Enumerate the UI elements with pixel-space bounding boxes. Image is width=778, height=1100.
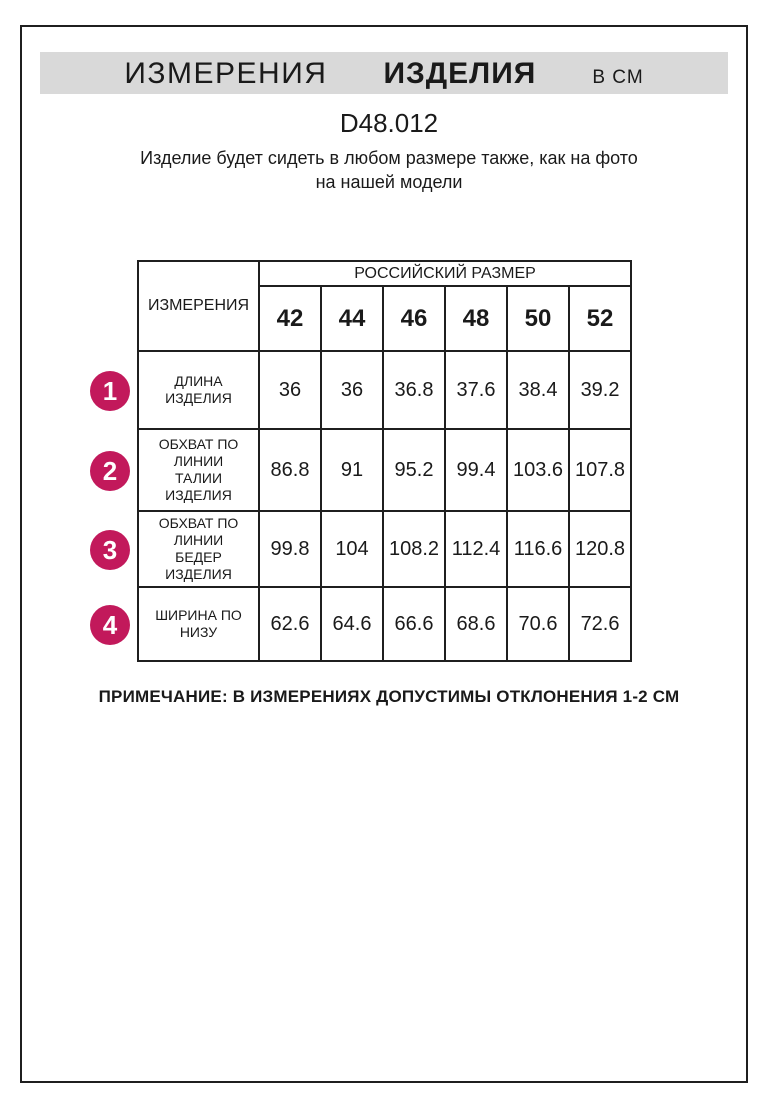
row-number-badge-4: 4 (90, 605, 130, 645)
table-cell: 99.4 (445, 429, 507, 511)
size-table (137, 260, 632, 662)
table-cell: 36.8 (383, 351, 445, 429)
size-header-50: 50 (507, 286, 569, 351)
table-row (138, 261, 631, 286)
row-number-badge-1: 1 (90, 371, 130, 411)
table-cell: 64.6 (321, 587, 383, 661)
row-label-length: ДЛИНА ИЗДЕЛИЯ (138, 351, 259, 429)
russian-size-group-header: РОССИЙСКИЙ РАЗМЕР (259, 261, 631, 286)
table-row-length (138, 351, 631, 429)
measurements-column-header: ИЗМЕРЕНИЯ (138, 261, 259, 351)
header-title-product: ИЗДЕЛИЯ (383, 57, 537, 90)
size-header-46: 46 (383, 286, 445, 351)
tolerance-note: ПРИМЕЧАНИЕ: В ИЗМЕРЕНИЯХ ДОПУСТИМЫ ОТКЛОНЕНИЯ 1-2 СМ (98, 687, 680, 706)
table-cell: 120.8 (569, 511, 631, 587)
table-cell: 66.6 (383, 587, 445, 661)
table-row-waist-girth (138, 429, 631, 511)
fit-description-line2: на нашей модели (315, 172, 463, 192)
size-header-44: 44 (321, 286, 383, 351)
table-cell: 104 (321, 511, 383, 587)
table-cell: 38.4 (507, 351, 569, 429)
size-header-52: 52 (569, 286, 631, 351)
table-cell: 103.6 (507, 429, 569, 511)
table-cell: 70.6 (507, 587, 569, 661)
table-cell: 86.8 (259, 429, 321, 511)
table-cell: 68.6 (445, 587, 507, 661)
table-cell: 107.8 (569, 429, 631, 511)
table-cell: 95.2 (383, 429, 445, 511)
row-label-hip-girth: ОБХВАТ ПО ЛИНИИ БЕДЕР ИЗДЕЛИЯ (138, 511, 259, 587)
header-unit-label: В СМ (592, 67, 644, 88)
table-cell: 112.4 (445, 511, 507, 587)
header-banner (40, 52, 728, 94)
fit-description (0, 146, 778, 194)
header-title-measurements: ИЗМЕРЕНИЯ (124, 57, 328, 90)
row-number-badge-3: 3 (90, 530, 130, 570)
fit-description-line1: Изделие будет сидеть в любом размере также, как на фото (140, 148, 638, 168)
table-cell: 62.6 (259, 587, 321, 661)
table-cell: 36 (321, 351, 383, 429)
table-cell: 99.8 (259, 511, 321, 587)
table-cell: 37.6 (445, 351, 507, 429)
table-row-bottom-width (138, 587, 631, 661)
row-label-bottom-width: ШИРИНА ПО НИЗУ (138, 587, 259, 661)
table-cell: 72.6 (569, 587, 631, 661)
size-header-48: 48 (445, 286, 507, 351)
table-cell: 39.2 (569, 351, 631, 429)
table-row-hip-girth (138, 511, 631, 587)
table-cell: 108.2 (383, 511, 445, 587)
row-label-waist-girth: ОБХВАТ ПО ЛИНИИ ТАЛИИ ИЗДЕЛИЯ (138, 429, 259, 511)
product-code: D48.012 (339, 108, 439, 138)
size-header-42: 42 (259, 286, 321, 351)
row-number-badge-2: 2 (90, 451, 130, 491)
table-cell: 116.6 (507, 511, 569, 587)
table-cell: 36 (259, 351, 321, 429)
table-cell: 91 (321, 429, 383, 511)
